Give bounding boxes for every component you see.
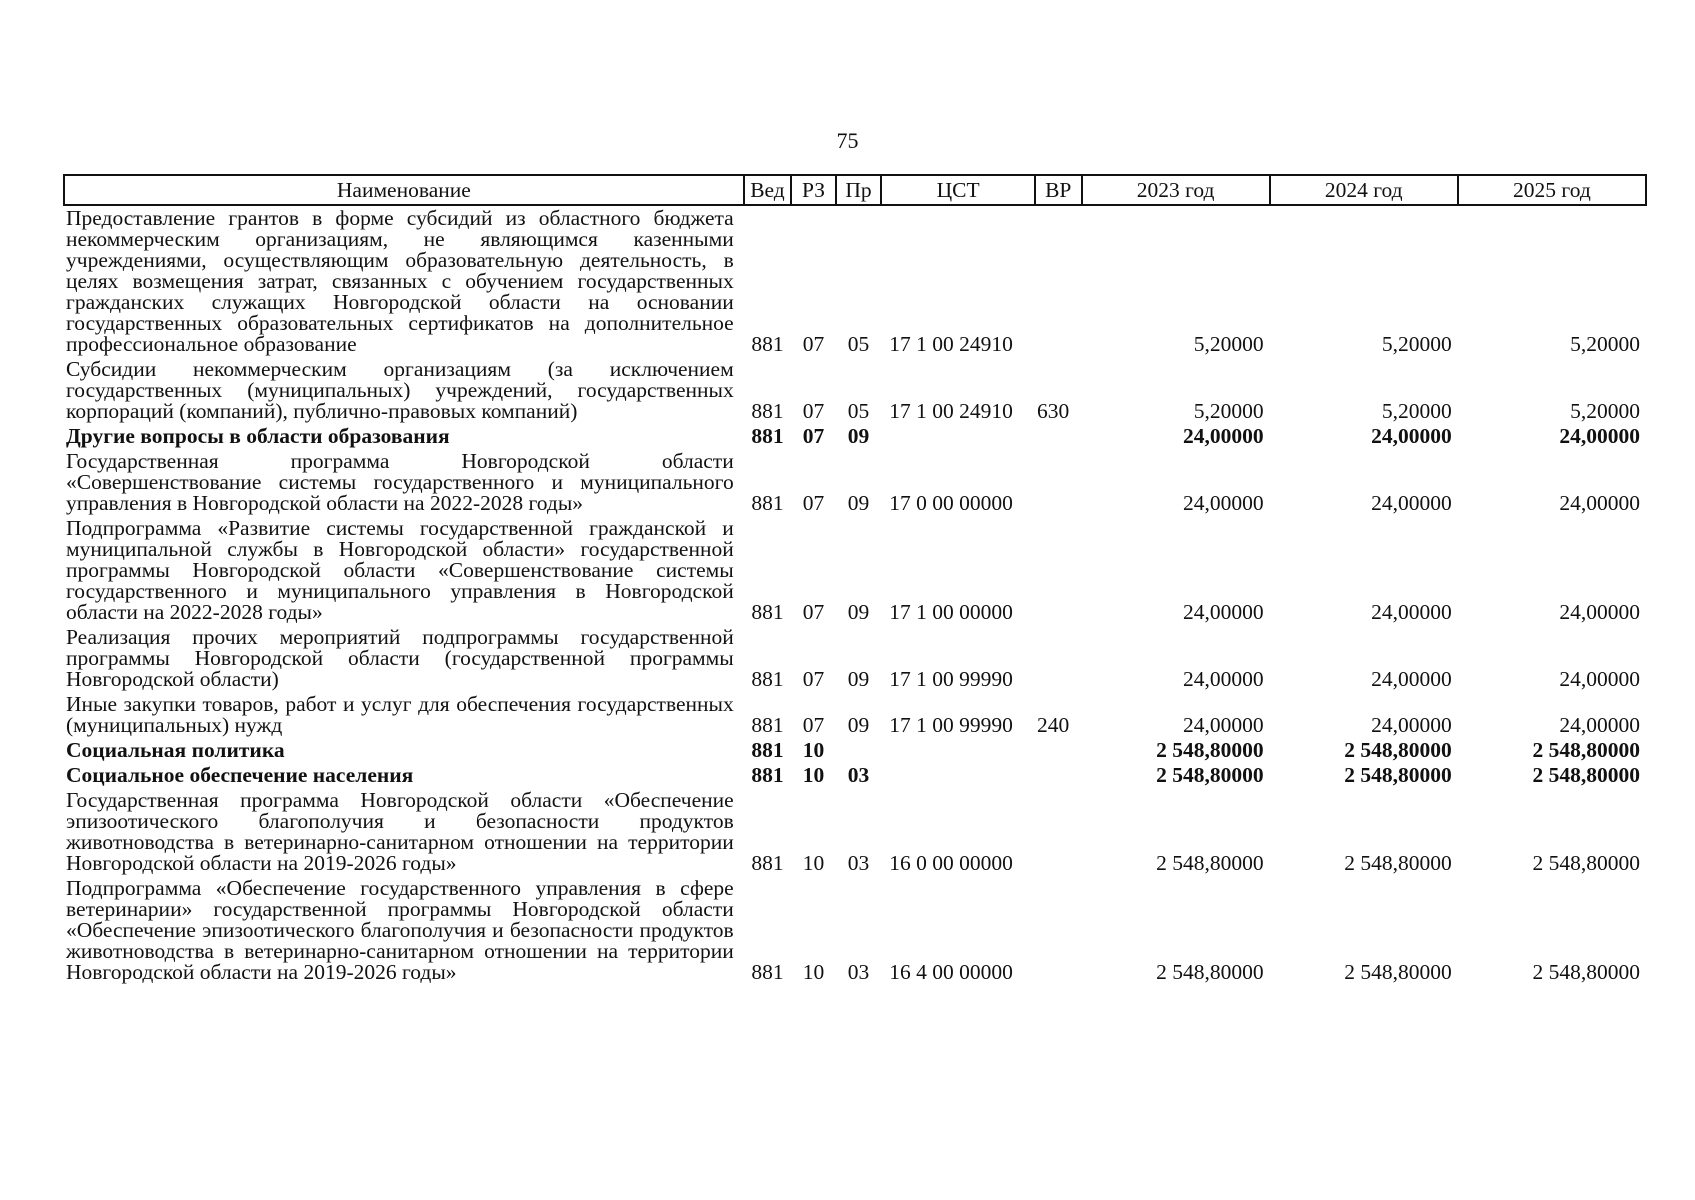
row-vr: 630 — [1037, 399, 1070, 423]
row-pr: 09 — [847, 600, 870, 624]
row-cst — [881, 424, 1035, 449]
row-cst: 17 1 00 99990 — [889, 667, 1013, 691]
row-ved: 881 — [751, 713, 784, 737]
row-name: Другие вопросы в области образования — [66, 424, 450, 448]
table-row — [64, 625, 1646, 692]
header-2024: 2024 год — [1270, 175, 1458, 205]
row-amount-2025: 24,00000 — [1559, 424, 1640, 448]
row-amount-2025: 5,20000 — [1570, 399, 1640, 423]
row-pr: 03 — [847, 960, 870, 984]
table-row — [64, 205, 1646, 357]
row-rz: 07 — [802, 424, 825, 448]
header-ved: Вед — [744, 175, 792, 205]
row-pr — [836, 738, 882, 763]
row-name: Подпрограмма «Развитие системы государственной гражданской и муниципальной службы в Новгородской области» государственной программы Новгородской области «Совершенствование системы государственного и муниципального управления в Новгородской области на 2022-2028 годы» — [66, 516, 734, 624]
row-amount-2025: 2 548,80000 — [1532, 738, 1640, 762]
row-amount-2024: 2 548,80000 — [1344, 738, 1452, 762]
table-row — [64, 424, 1646, 449]
row-amount-2025: 24,00000 — [1559, 667, 1640, 691]
row-ved: 881 — [751, 600, 784, 624]
row-ved: 881 — [751, 667, 784, 691]
row-ved: 881 — [751, 763, 784, 787]
row-pr: 05 — [847, 399, 870, 423]
row-rz: 07 — [802, 332, 825, 356]
row-name: Подпрограмма «Обеспечение государственного управления в сфере ветеринарии» государственной программы Новгородской области «Обеспечение эпизоотического благополучия и безопасности продуктов животноводства в ветеринарно-санитарном отношении на территории Новгородской области на 2019-2026 годы» — [66, 876, 734, 984]
row-amount-2023: 5,20000 — [1193, 332, 1264, 356]
row-amount-2023: 2 548,80000 — [1156, 851, 1264, 875]
row-name: Реализация прочих мероприятий подпрограммы государственной программы Новгородской области (государственной программы Новгородской области) — [66, 625, 734, 691]
row-pr: 09 — [847, 424, 870, 448]
row-rz: 10 — [802, 851, 825, 875]
row-name: Государственная программа Новгородской области «Совершенствование системы государственного и муниципального управления в Новгородской области на 2022-2028 годы» — [66, 449, 734, 515]
row-name: Государственная программа Новгородской области «Обеспечение эпизоотического благополучия и безопасности продуктов животноводства в ветеринарно-санитарном отношении на территории Новгородской области на 2019-2026 годы» — [66, 788, 734, 875]
row-amount-2024: 24,00000 — [1371, 600, 1452, 624]
row-amount-2024: 24,00000 — [1371, 491, 1452, 515]
table-row — [64, 449, 1646, 516]
row-cst — [881, 738, 1035, 763]
row-ved: 881 — [751, 738, 784, 762]
row-amount-2023: 2 548,80000 — [1156, 960, 1264, 984]
row-amount-2024: 5,20000 — [1381, 332, 1452, 356]
row-rz: 07 — [802, 600, 825, 624]
row-ved: 881 — [751, 424, 784, 448]
row-cst: 17 1 00 99990 — [889, 713, 1013, 737]
row-name: Иные закупки товаров, работ и услуг для обеспечения государственных (муниципальных) нужд — [66, 692, 734, 737]
header-rz: РЗ — [791, 175, 836, 205]
table-row — [64, 788, 1646, 876]
row-amount-2023: 2 548,80000 — [1156, 763, 1264, 787]
row-vr — [1035, 738, 1082, 763]
row-cst — [881, 763, 1035, 788]
row-name: Социальная политика — [66, 738, 285, 762]
row-name: Социальное обеспечение населения — [66, 763, 414, 787]
row-amount-2025: 24,00000 — [1559, 713, 1640, 737]
table-row — [64, 357, 1646, 424]
row-rz: 07 — [802, 667, 825, 691]
row-vr — [1035, 625, 1082, 692]
row-vr — [1035, 788, 1082, 876]
row-vr — [1035, 763, 1082, 788]
row-name: Предоставление грантов в форме субсидий из областного бюджета некоммерческим организациям, не являющимся казенными учреждениями, осуществляющим образовательную деятельность, в целях возмещения затрат, связанных с обучением государственных гражданских служащих Новгородской области на основании государственных образовательных сертификатов на дополнительное профессиональное образование — [66, 206, 734, 356]
header-cst: ЦСТ — [881, 175, 1035, 205]
row-cst: 17 1 00 24910 — [889, 399, 1013, 423]
row-amount-2023: 2 548,80000 — [1156, 738, 1264, 762]
row-amount-2025: 24,00000 — [1559, 600, 1640, 624]
row-cst: 17 1 00 00000 — [889, 600, 1013, 624]
row-pr: 09 — [847, 491, 870, 515]
row-vr — [1035, 424, 1082, 449]
table-header-row — [64, 175, 1646, 205]
header-name: Наименование — [64, 175, 744, 205]
row-ved: 881 — [751, 960, 784, 984]
row-vr — [1035, 205, 1082, 357]
row-amount-2023: 24,00000 — [1183, 713, 1264, 737]
table-row — [64, 876, 1646, 985]
row-cst: 17 1 00 24910 — [889, 332, 1013, 356]
row-rz: 10 — [802, 763, 825, 787]
row-amount-2023: 24,00000 — [1183, 600, 1264, 624]
table-row — [64, 763, 1646, 788]
table-body — [64, 205, 1646, 985]
row-amount-2025: 2 548,80000 — [1532, 960, 1640, 984]
row-amount-2023: 24,00000 — [1183, 424, 1264, 448]
row-rz: 07 — [802, 399, 825, 423]
row-amount-2025: 24,00000 — [1559, 491, 1640, 515]
header-2025: 2025 год — [1458, 175, 1646, 205]
header-vr: ВР — [1035, 175, 1082, 205]
row-amount-2023: 24,00000 — [1183, 491, 1264, 515]
row-ved: 881 — [751, 399, 784, 423]
table-row — [64, 516, 1646, 625]
header-2023: 2023 год — [1082, 175, 1270, 205]
row-rz: 10 — [802, 738, 825, 762]
row-amount-2023: 24,00000 — [1183, 667, 1264, 691]
row-vr — [1035, 449, 1082, 516]
table-row — [64, 738, 1646, 763]
row-rz: 10 — [802, 960, 825, 984]
row-amount-2023: 5,20000 — [1193, 399, 1264, 423]
row-amount-2024: 2 548,80000 — [1344, 851, 1452, 875]
row-cst: 16 0 00 00000 — [889, 851, 1013, 875]
row-name: Субсидии некоммерческим организациям (за исключением государственных (муниципальных) учреждений, государственных корпораций (компаний), публично-правовых компаний) — [66, 357, 734, 423]
row-vr: 240 — [1037, 713, 1070, 737]
row-amount-2025: 2 548,80000 — [1532, 763, 1640, 787]
row-cst: 17 0 00 00000 — [889, 491, 1013, 515]
row-ved: 881 — [751, 491, 784, 515]
row-pr: 09 — [847, 713, 870, 737]
table-row — [64, 692, 1646, 738]
row-pr: 03 — [847, 851, 870, 875]
header-pr: Пр — [836, 175, 882, 205]
row-amount-2024: 2 548,80000 — [1344, 763, 1452, 787]
row-ved: 881 — [751, 851, 784, 875]
row-amount-2024: 2 548,80000 — [1344, 960, 1452, 984]
row-amount-2024: 24,00000 — [1371, 667, 1452, 691]
row-amount-2024: 24,00000 — [1371, 424, 1452, 448]
page-number: 75 — [836, 128, 859, 153]
row-amount-2024: 5,20000 — [1381, 399, 1452, 423]
row-ved: 881 — [751, 332, 784, 356]
row-vr — [1035, 516, 1082, 625]
row-vr — [1035, 876, 1082, 985]
row-amount-2025: 2 548,80000 — [1532, 851, 1640, 875]
row-amount-2024: 24,00000 — [1371, 713, 1452, 737]
budget-table — [63, 174, 1647, 985]
row-pr: 09 — [847, 667, 870, 691]
row-rz: 07 — [802, 491, 825, 515]
row-cst: 16 4 00 00000 — [889, 960, 1013, 984]
row-pr: 03 — [847, 763, 870, 787]
row-amount-2025: 5,20000 — [1570, 332, 1640, 356]
row-pr: 05 — [847, 332, 870, 356]
row-rz: 07 — [802, 713, 825, 737]
